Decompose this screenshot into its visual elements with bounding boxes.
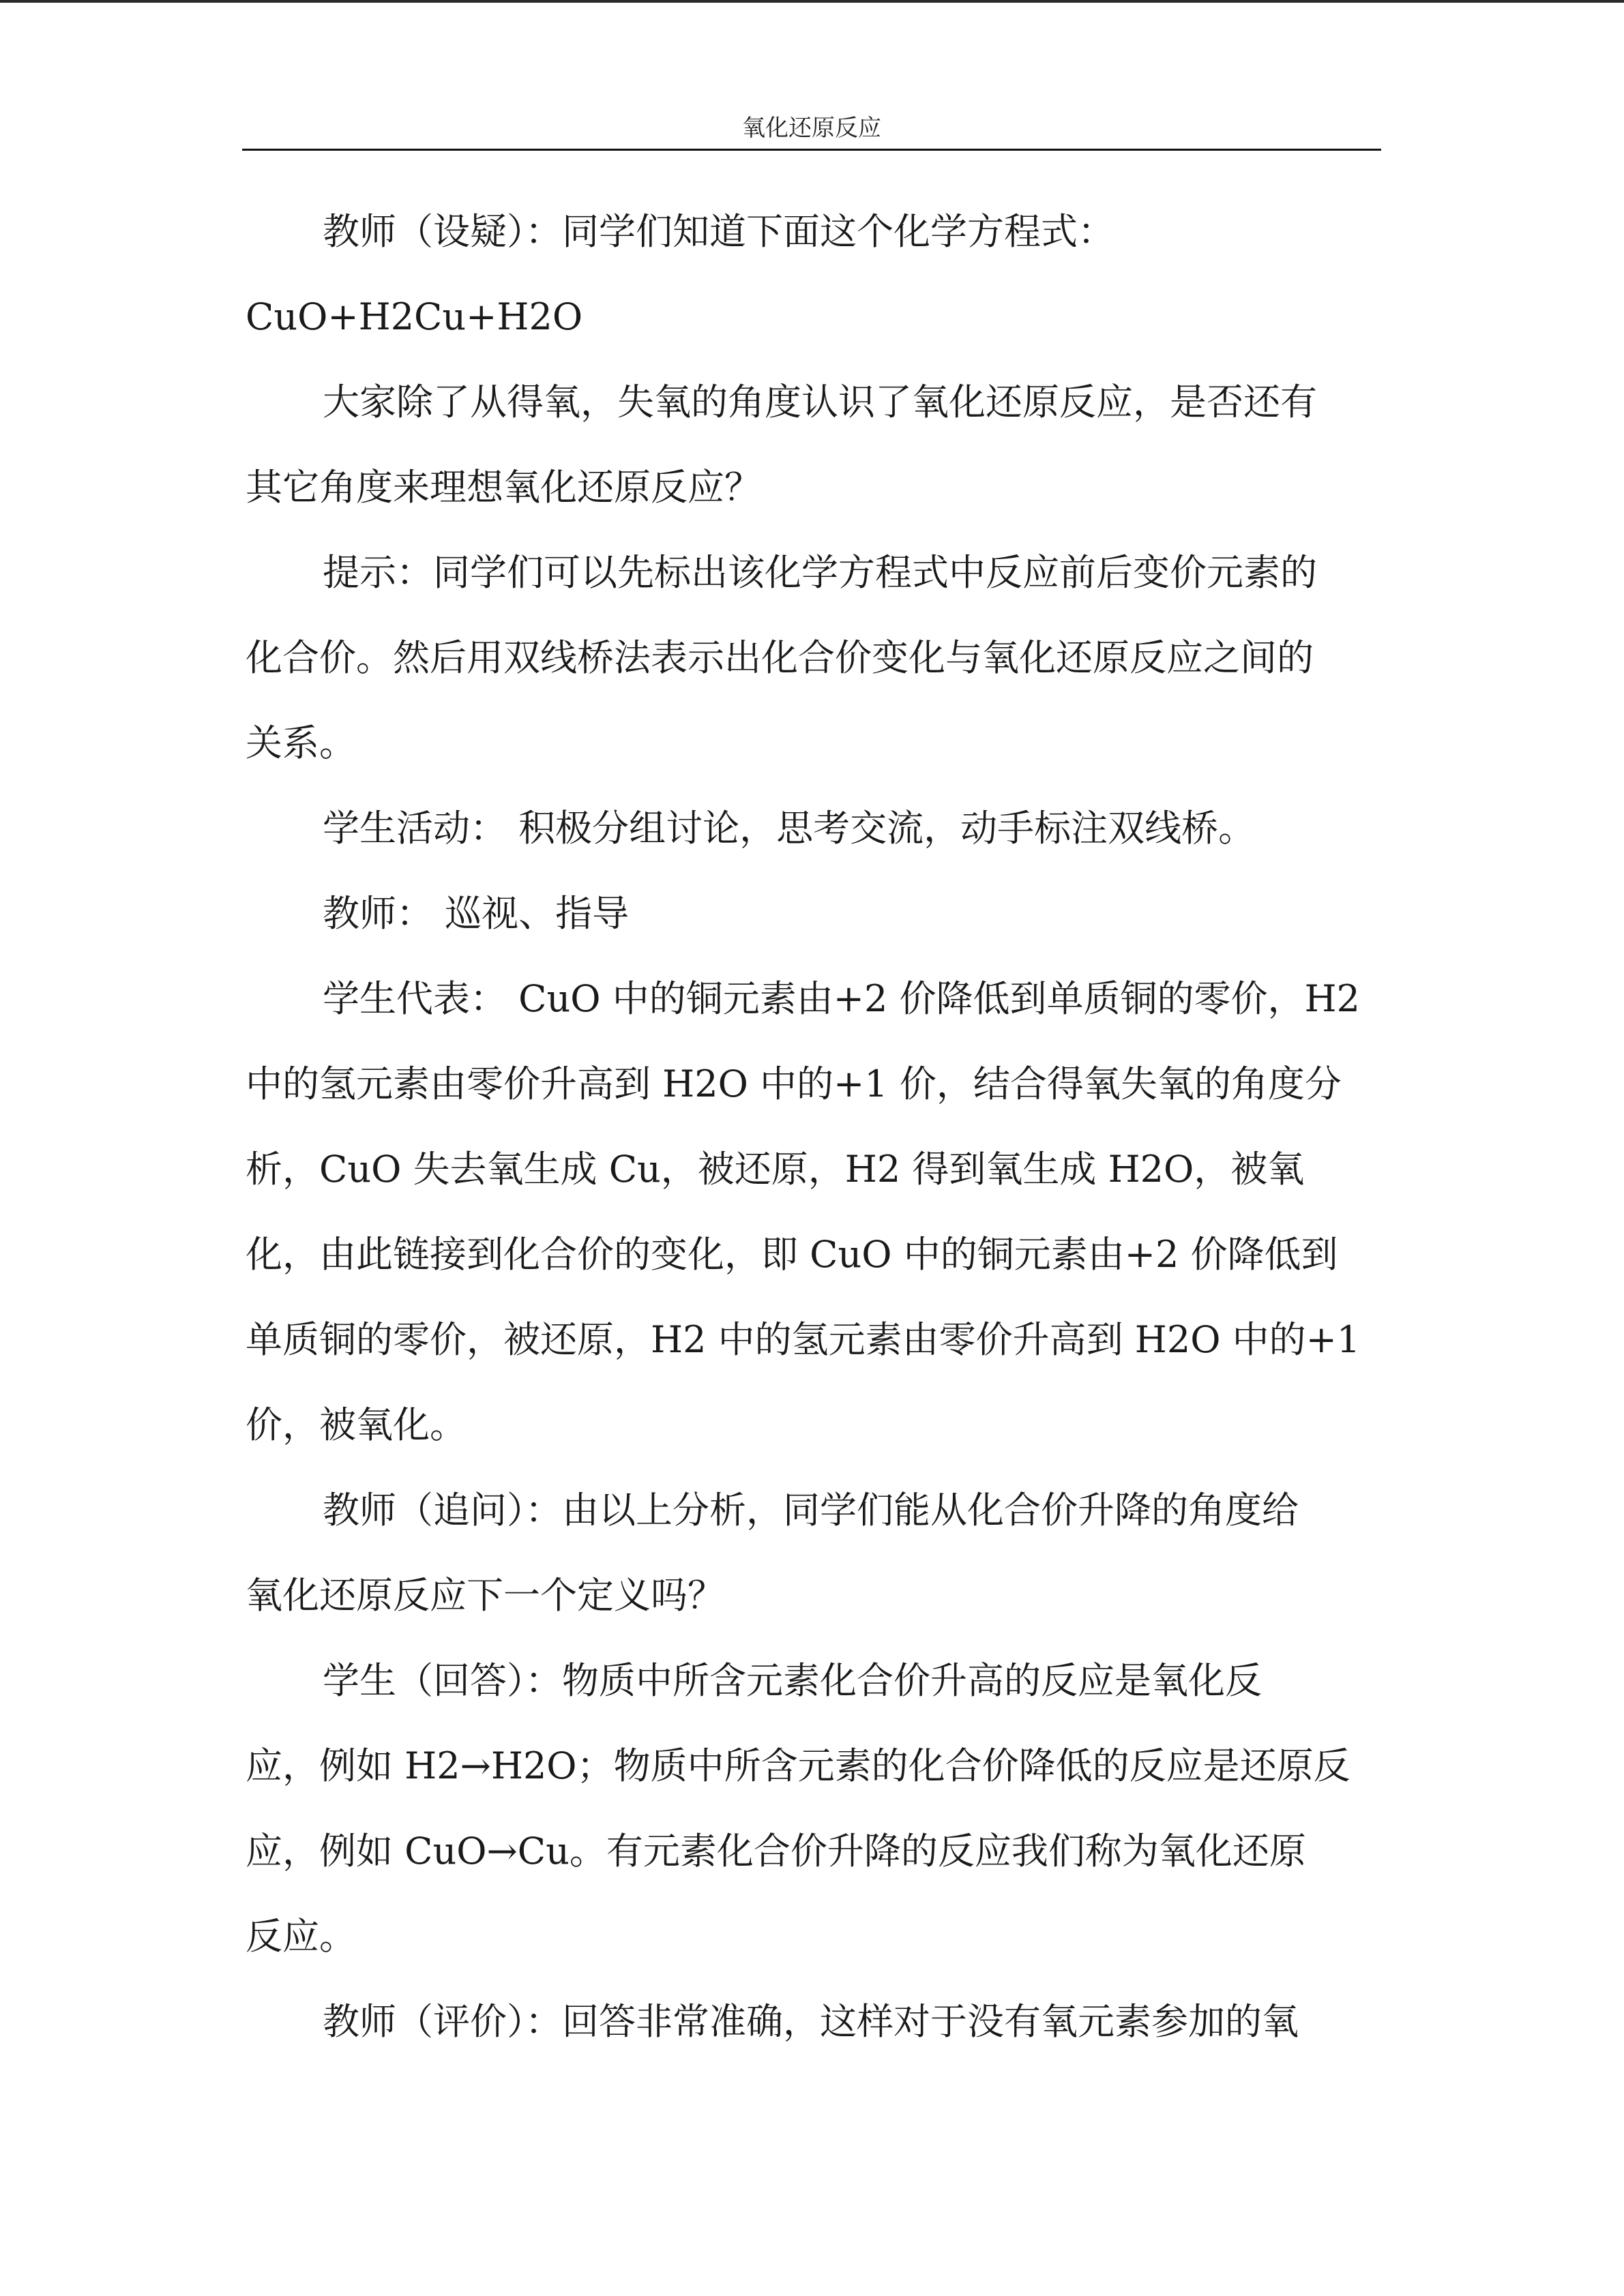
paragraph-line: 应，例如 H2→H2O；物质中所含元素的化合价降低的反应是还原反: [246, 1744, 1350, 1787]
equation-line: CuO+H2Cu+H2O: [246, 295, 583, 338]
paragraph-line: 中的氢元素由零价升高到 H2O 中的+1 价，结合得氧失氧的角度分: [246, 1062, 1342, 1105]
paragraph-line: 提示：同学们可以先标出该化学方程式中反应前后变价元素的: [323, 551, 1317, 594]
paragraph-line: 关系。: [246, 721, 356, 764]
paragraph-line: 学生活动： 积极分组讨论，思考交流，动手标注双线桥。: [323, 807, 1256, 850]
paragraph-line: 学生（回答）：物质中所含元素化合价升高的反应是氧化反: [323, 1659, 1262, 1702]
paragraph-line: 化合价。然后用双线桥法表示出化合价变化与氧化还原反应之间的: [246, 636, 1314, 679]
running-header-title: 氧化还原反应: [742, 115, 881, 142]
paragraph-line: 教师： 巡视、指导: [323, 892, 630, 935]
paragraph-line: 应，例如 CuO→Cu。有元素化合价升降的反应我们称为氧化还原: [246, 1830, 1306, 1873]
header-rule: [242, 149, 1381, 151]
paragraph-line: 反应。: [246, 1915, 356, 1958]
paragraph-line: 大家除了从得氧，失氧的角度认识了氧化还原反应，是否还有: [323, 381, 1317, 423]
paragraph-line: 价，被氧化。: [246, 1403, 467, 1446]
paragraph-line: 教师（设疑）：同学们知道下面这个化学方程式：: [323, 210, 1114, 253]
paragraph-line: 教师（追问）：由以上分析，同学们能从化合价升降的角度给: [323, 1489, 1299, 1532]
paragraph-line: 氧化还原反应下一个定义吗？: [246, 1574, 724, 1617]
paragraph-line: 其它角度来理想氧化还原反应？: [246, 466, 761, 509]
paragraph-line: 单质铜的零价，被还原，H2 中的氢元素由零价升高到 H2O 中的+1: [246, 1318, 1361, 1361]
paragraph-line: 学生代表： CuO 中的铜元素由+2 价降低到单质铜的零价，H2: [323, 977, 1360, 1020]
paragraph-line: 教师（评价）：回答非常准确，这样对于没有氧元素参加的氧: [323, 2000, 1299, 2043]
page-top-border: [0, 0, 1624, 3]
paragraph-line: 析，CuO 失去氧生成 Cu，被还原，H2 得到氧生成 H2O，被氧: [246, 1148, 1305, 1191]
paragraph-line: 化，由此链接到化合价的变化，即 CuO 中的铜元素由+2 价降低到: [246, 1233, 1338, 1276]
